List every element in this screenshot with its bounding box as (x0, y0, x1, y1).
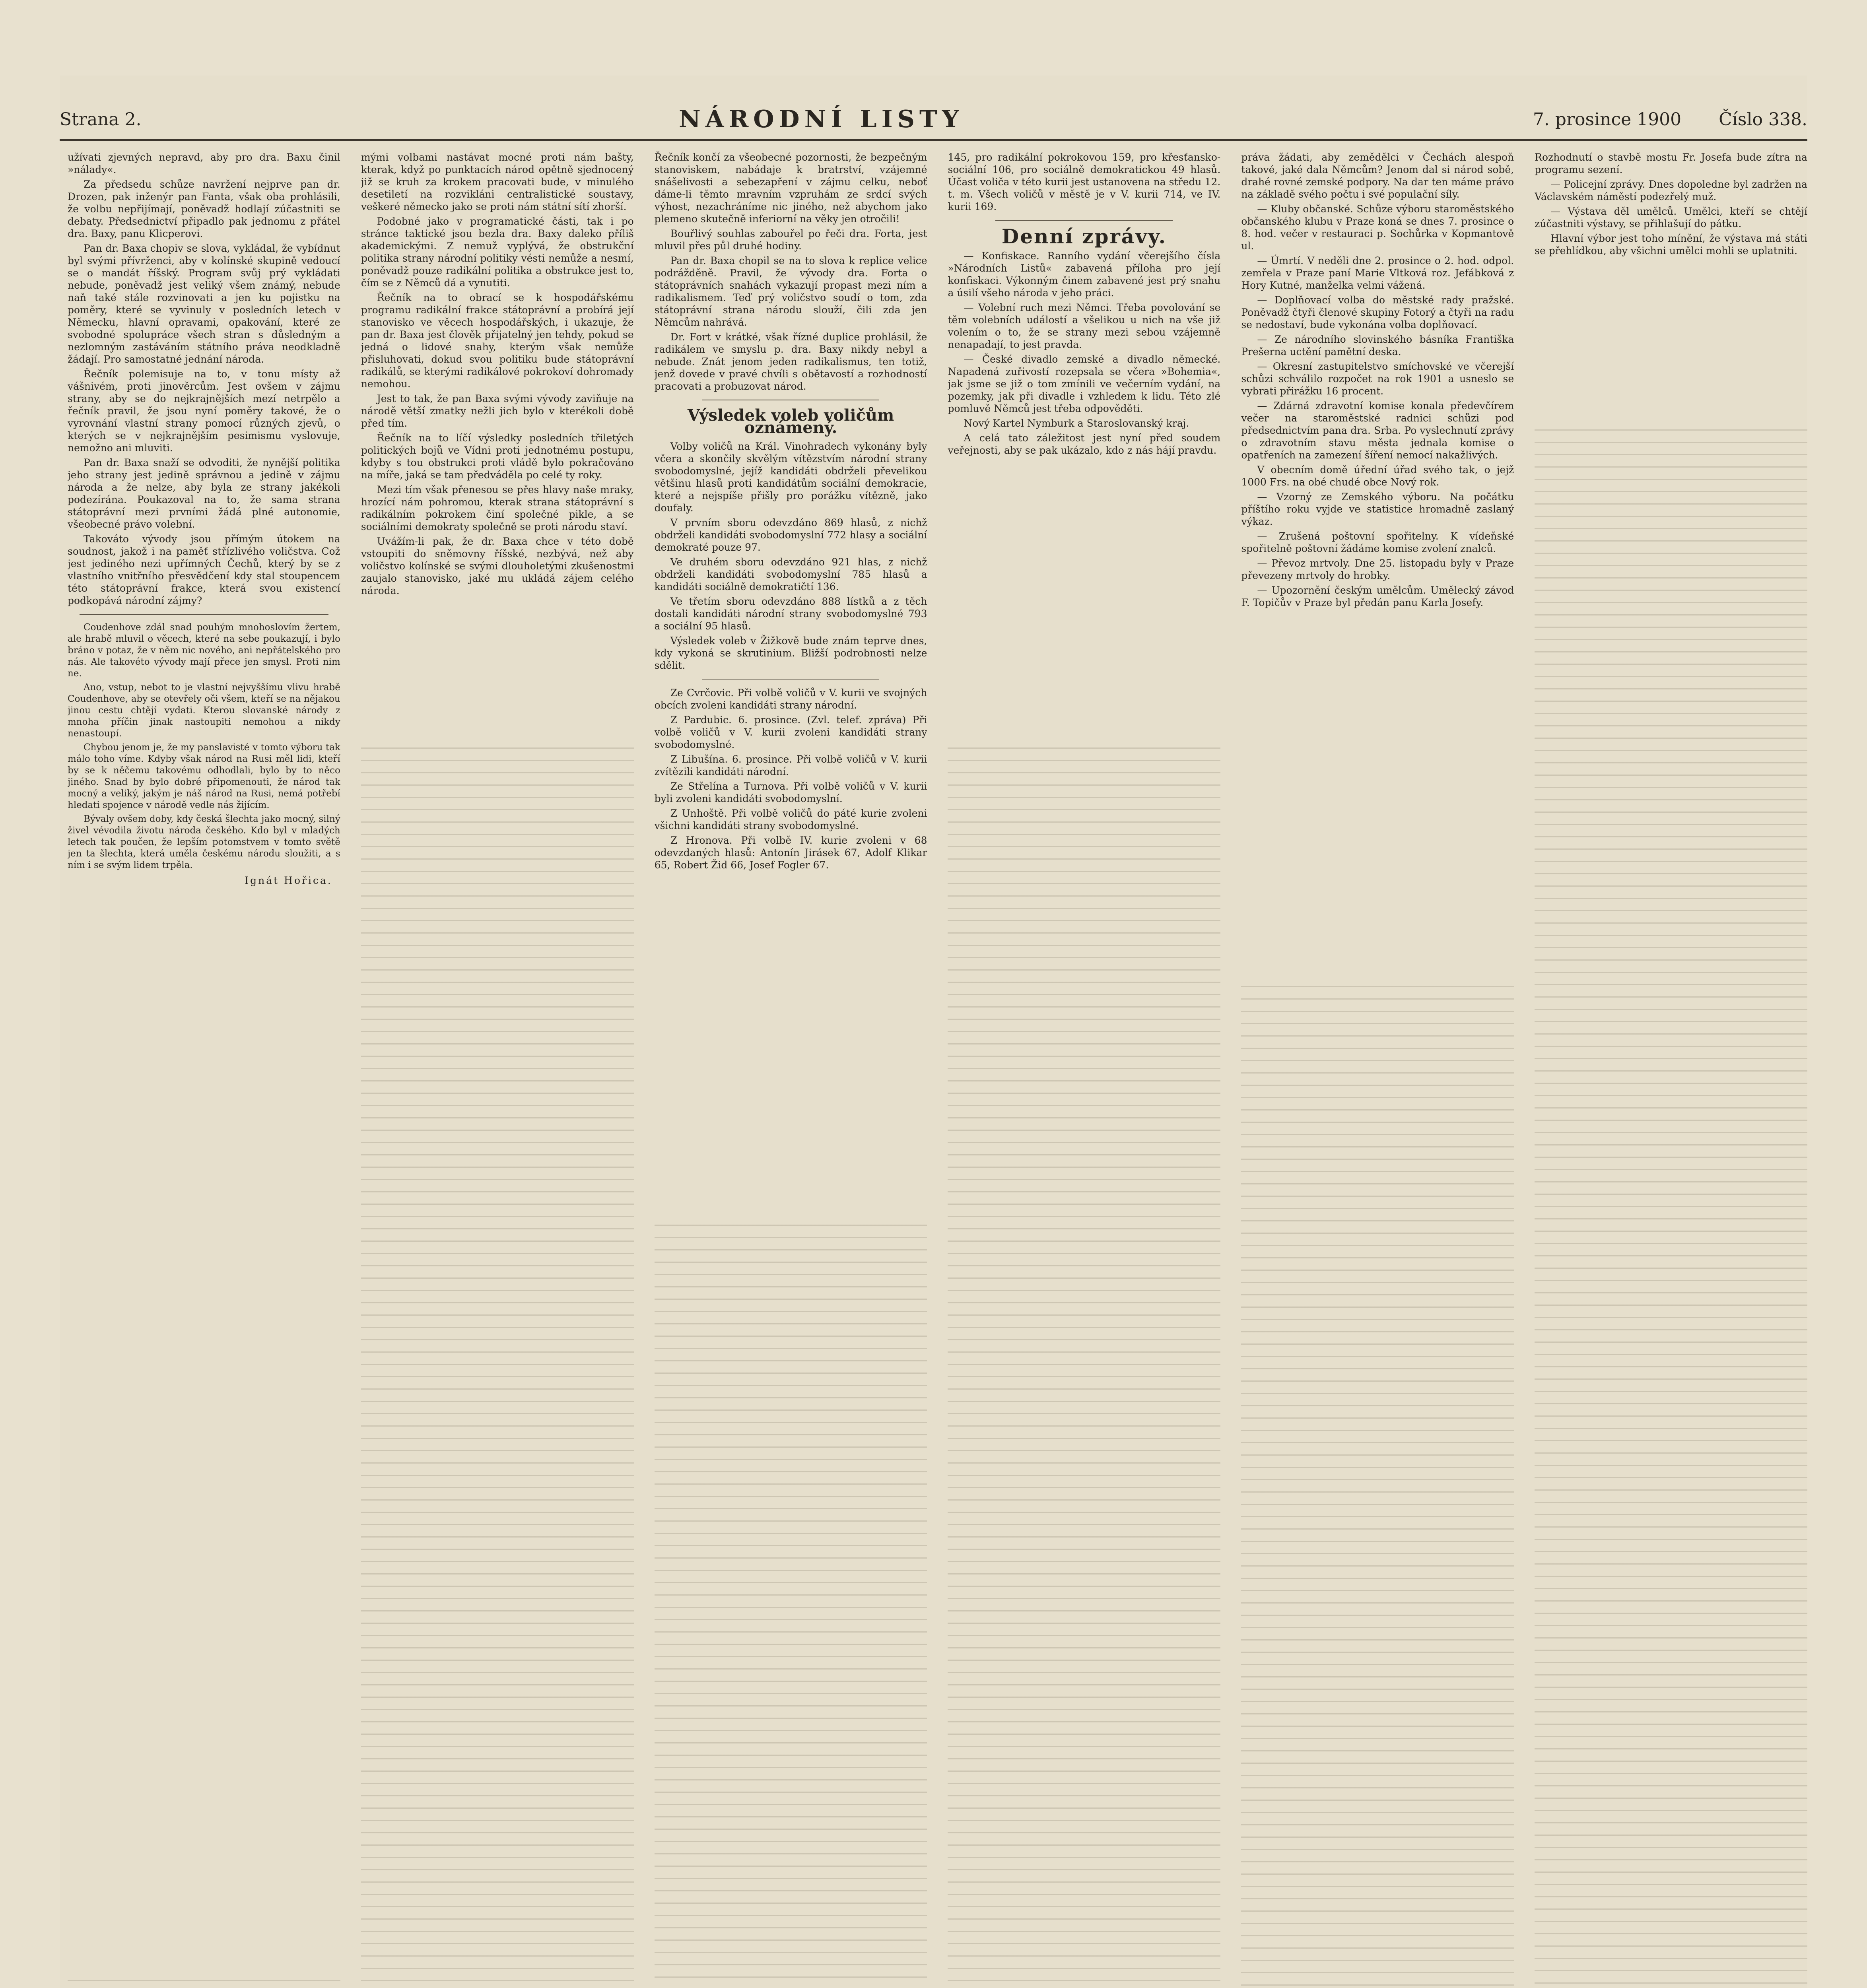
paragraph: Mezi tím však přenesou se přes hlavy naše mraky, hrozící nám pohromou, kterak strana státoprávní s radikálním pokrokem činí společné pikle, a se sociálními demokraty společně se proti národu staví. (361, 484, 634, 532)
paragraph: — Ze národního slovinského básníka Františka Prešerna uctění pamětní deska. (1241, 334, 1514, 357)
paragraph: — Okresní zastupitelstvo smíchovské ve včerejší schůzi schválilo rozpočet na rok 1901 a usneslo se vybrati přirážku 16 procent. (1241, 361, 1514, 397)
paragraph: Pan dr. Baxa chopil se na to slova k replice velice podrážděně. Pravil, že vývody dra. Forta o státoprávních snahách vykazují propast mezi ním a radikalismem. Teď prý voličstvo soudí o tom, zda státoprávní strana národu slouží, čili zda jen Němcům nahrává. (654, 255, 927, 328)
section-heading: Denní zprávy. (1001, 225, 1167, 248)
paragraph: — Vzorný ze Zemského výboru. Na počátku příštího roku vyjde ve statistice hromadně zaslaný výkaz. (1241, 491, 1514, 527)
paragraph: V obecním domě úřední úřad svého tak, o jejž 1000 Frs. na obé chudé obce Nový rok. (1241, 464, 1514, 488)
paragraph: Rozhodnutí o stavbě mostu Fr. Josefa bude zítra na programu sezení. (1535, 151, 1807, 175)
column-1 (68, 151, 340, 1988)
paragraph: Chybou jenom je, že my panslavisté v tomto výboru tak málo toho víme. Kdyby však národ na Rusi měl lidi, kteří by se k něčemu takovému odhodlali, bylo by to něco jiného. Snad by bylo dobré připomenouti, že národ tak mocný a veliký, jakým je náš národ na Rusi, nemá potřebí hledati spojence v národě vedle nás žijícím. (68, 742, 340, 810)
text-lines (1241, 986, 1514, 1988)
paragraph: Bývaly ovšem doby, kdy česká šlechta jako mocný, silný živel vévodila životu národa českého. Kdo byl v mladých letech tak poučen, že lepším potomstvem v tomto světě jen ta šlechta, která uměla českému národu sloužiti, a s ním i se svým lidem trpěla. (68, 814, 340, 870)
text-lines (948, 747, 1220, 1988)
paragraph: — České divadlo zemské a divadlo německé. Napadená zuřivostí rozepsala se včera »Bohemia«, jak jsme se již o tom zmínili ve večerním vydání, na pozemky, jak při divadle i vzhledem k lidu. Této zlé pomluvě Němců jest třeba odpověděti. (948, 353, 1221, 414)
paragraph: Pan dr. Baxa snaží se odvoditi, že nynější politika jeho strany jest jedině správnou a jedině v zájmu národa a že nelze, aby byla ze strany jakékoli podezírána. Poukazoval na to, že sama strana státoprávní mezi prvními žádá plné autonomie, všeobecné právo volební. (68, 457, 340, 530)
text-lines (68, 1980, 340, 1988)
paragraph: Dr. Fort v krátké, však řízné duplice prohlásil, že radikálem ve smyslu p. dra. Baxy nikdy nebyl a nebude. Znát jenom jeden radikalismus, ten totiž, jenž dovede v pravé chvíli s obětavostí a rozhodností pracovati a probuzovat národ. (654, 331, 927, 392)
paragraph: Uvážím-li pak, že dr. Baxa chce v této době vstoupiti do sněmovny říšské, nezbývá, než aby voličstvo kolínské se svými dlouholetými zkušenostmi zaujalo stanovisko, jaké mu ukládá zájem celého národa. (361, 536, 634, 596)
page-number: Strana 2. (60, 109, 142, 130)
paragraph: Z Libušína. 6. prosince. Při volbě voličů v V. kurii zvítězili kandidáti národní. (654, 753, 927, 777)
paragraph: Ve druhém sboru odevzdáno 921 hlas, z nichž obdrželi kandidáti svobodomyslní 785 hlasů a kandidáti sociálně demokratičtí 136. (654, 556, 927, 592)
paragraph: — Konfiskace. Ranního vydání včerejšího čísla »Národních Listů« zabavená příloha pro její konfiskaci. Výkonným činem zabavené jest prý snahu a úsilí všeho národa v jeho práci. (948, 250, 1221, 299)
paragraph: — Doplňovací volba do městské rady pražské. Poněvadž čtyři členové skupiny Fotorý a čtyři na radu se nedostaví, bude vykonána volba doplňovací. (1241, 294, 1514, 330)
column-2 (361, 151, 634, 1988)
paragraph: Coudenhove zdál snad pouhým mnohoslovím žertem, ale hrabě mluvil o věcech, které na sebe poukazují, i bylo bráno v potaz, že v něm nic nového, ani nepřátelského pro nás. Ale takovéto vývody mají přece jen smysl. Proti nim ne. (68, 622, 340, 679)
paragraph: Podobné jako v programatické části, tak i po stránce taktické jsou bezla dra. Baxy daleko příliš akademickými. Z nemuž vyplývá, že obstrukční politika strany národní politiky vésti nemůže a nesmí, poněvadž pouze radikální politika a obstrukce jest to, čím se z Němců dá a vynutiti. (361, 215, 634, 289)
column-3 (655, 151, 927, 1988)
paragraph: 145, pro radikální pokrokovou 159, pro křesťansko-sociální 106, pro sociálně demokratickou 49 hlasů. Účast voliča v této kurii jest ustanovena na středu 12. t. m. Všech voličů v městě je v V. kurii 714, ve IV. kurii 169. (948, 151, 1221, 212)
paragraph: — Volební ruch mezi Němci. Třeba povolování se těm volebních událostí a všelikou u nich na vše již volením o to, že se strany mezi sebou vzájemně nenapadají, to jest pravda. (948, 302, 1221, 350)
paragraph: Nový Kartel Nymburk a Staroslovanský kraj. (964, 417, 1189, 429)
paragraph: Z Pardubic. 6. prosince. (Zvl. telef. zpráva) Při volbě voličů v V. kurii zvoleni kandidáti strany svobodomyslné. (654, 714, 927, 750)
masthead (60, 99, 1807, 141)
paragraph: Ano, vstup, nebot to je vlastní nejvyššímu vlivu hrabě Coudenhove, aby se otevřely oči všem, kteří se na nějakou jinou cestu chtějí vydati. Kterou slovanské národy z mnoha příčin jinak nastoupiti nemohou a nikdy nenastoupí. (68, 682, 340, 739)
column-6 (1535, 151, 1807, 1988)
issue-date: 7. prosince 1900 (1533, 109, 1682, 130)
paragraph: Řečník na to líčí výsledky posledních třiletých politických bojů ve Vídni proti jednotnému postupu, kdyby s tou obstrukci proti vládě bylo pokračováno na míře, jaká se tam předváděla po celé ty roky. (361, 432, 634, 481)
text-lines (361, 747, 634, 1988)
paragraph: V prvním sboru odevzdáno 869 hlasů, z nichž obdrželi kandidáti svobodomyslní 772 hlasy a sociální demokraté pouze 97. (654, 517, 927, 553)
paragraph: Řečník polemisuje na to, v tonu místy až vášnivém, proti jinověrcům. Jest ovšem v zájmu strany, aby se do nejkrajnějších mezí netrpělo a řečník pravil, že jsou nyní poměry takové, že o vyrovnání vlastní strany pomocí různých zjevů, o kterých se v nejkrajnějším pesimismu vyslovuje, nemožno ani mluviti. (68, 368, 340, 454)
paragraph: užívati zjevných nepravd, aby pro dra. Baxu činil »nálady«. (68, 151, 340, 175)
paragraph: Řečník na to obrací se k hospodářskému programu radikální frakce státoprávní a probírá její stanovisko ve věcech hospodářských, i ukazuje, že pan dr. Baxa jest člověk přijatelný jen tehdy, pokud se jedná o lidové snahy, kterým však nemůže přisluhovati, dokud svou politiku bude státoprávní radikálů, se kterými radikálové pokrokoví dohromady nemohou. (361, 292, 634, 390)
divider (80, 614, 328, 615)
paragraph: Za předsedu schůze navržení nejprve pan dr. Drozen, pak inženýr pan Fanta, však oba prohlásili, že volbu nepřijímají, poněvadž hodlají zúčastniti se debaty. Předsednictví připadlo pak jednomu z přátel dra. Baxy, panu Klicperovi. (68, 179, 340, 239)
paragraph: — Převoz mrtvoly. Dne 25. listopadu byly v Praze převezeny mrtvoly do hrobky. (1241, 557, 1514, 581)
paragraph: Jest to tak, že pan Baxa svými vývody zaviňuje na národě větší zmatky nežli jich bylo v kterékoli době před tím. (361, 393, 634, 429)
divider (995, 220, 1173, 221)
paragraph: Hlavní výbor jest toho mínění, že výstava má státi se přehlídkou, aby všichni umělci mohli se uplatniti. (1535, 233, 1807, 256)
paragraph: — Úmrtí. V neděli dne 2. prosince o 2. hod. odpol. zemřela v Praze paní Marie Vltková roz. Jefábková z Hory Kutné, manželka velmi vážená. (1241, 255, 1514, 291)
paragraph: Výsledek voleb v Žižkově bude znám teprve dnes, kdy vykoná se skrutinium. Bližší podrobnosti nelze sdělit. (654, 635, 927, 671)
paragraph: — Policejní zprávy. Dnes dopoledne byl zadržen na Václavském náměstí podezřelý muž. (1535, 179, 1807, 202)
paragraph: Z Hronova. Při volbě IV. kurie zvoleni v 68 odevzdaných hlasů: Antonín Jirásek 67, Adolf Klikar 65, Robert Žid 66, Josef Fogler 67. (654, 835, 927, 871)
article-heading: Výsledek voleb voličům oznámený. (687, 406, 894, 437)
paragraph: — Zdárná zdravotní komise konala předevčírem večer na staroměstské radnici schůzi pod předsednictvím pana dra. Srba. Po vyslechnutí zprávy o zdravotním stavu města jednala komise o opatřeních na zamezení šíření nemocí nakažlivých. (1241, 400, 1514, 461)
paragraph: — Kluby občanské. Schůze výboru staroměstského občanského klubu v Praze koná se dnes 7. prosince o 8. hod. večer v restauraci p. Sochůrka v Kopmantově ul. (1241, 203, 1514, 252)
text-columns (68, 151, 1807, 1988)
paragraph: Ve třetím sboru odevzdáno 888 lístků a z těch dostali kandidáti národní strany svobodomyslné 793 a sociální 95 hlasů. (654, 596, 927, 632)
paragraph: — Upozornění českým umělcům. Umělecký závod F. Topičův v Praze byl předán panu Karla Josefy. (1241, 584, 1514, 608)
column-4 (948, 151, 1220, 1988)
text-lines (655, 1225, 927, 1988)
text-lines (1535, 429, 1807, 1988)
paragraph: Ze Cvrčovic. Při volbě voličů v V. kurii ve svojných obcích zvoleni kandidáti strany národní. (654, 687, 927, 711)
paragraph: Z Unhoště. Při volbě voličů do páté kurie zvoleni všichni kandidáti strany svobodomyslné. (654, 808, 927, 831)
paragraph: Bouřlivý souhlas zabouřel po řeči dra. Forta, jest mluvil přes půl druhé hodiny. (654, 228, 927, 252)
paragraph: Řečník končí za všeobecné pozornosti, že bezpečným stanoviskem, nabádaje k bratrství, vzájemné snášelivosti a sebezapření v zájmu celku, neboť dáme-li těmto mravním vzpruhám ze srdcí svých výhost, nezachráníme nic jiného, než abychom jako plemeno skutečně inferiorní na věky jen otročili! (654, 151, 927, 225)
column-5 (1241, 151, 1514, 1988)
paragraph: Volby voličů na Král. Vinohradech vykonány byly včera a skončily skvělým vítězstvím národní strany svobodomyslné, jejíž kandidáti obdrželi převelikou většinu hlasů proti kandidátům sociální demokracie, které a nejspíše přišly pro porážku vítězně, jako doufaly. (654, 441, 927, 514)
paragraph: — Výstava děl umělců. Umělci, kteří se chtějí zúčastniti výstavy, se přihlašují do pátku. (1535, 206, 1807, 229)
masthead-right (1501, 109, 1807, 130)
author-signature: Ignát Hořica. (245, 875, 332, 886)
newspaper-title: NÁRODNÍ LISTY (679, 105, 964, 133)
paragraph: práva žádati, aby zemědělci v Čechách alespoň takové, jaké dala Němcům? Jenom dal si národ sobě, drahé rovné zemské podpory. Na dar ten máme právo na základě svého počtu i své populační síly. (1241, 151, 1514, 200)
paragraph: — Zrušená poštovní spořitelny. K vídeňské spořitelně poštovní žádáme komise zvolení znalců. (1241, 530, 1514, 554)
paragraph: mými volbami nastávat mocné proti nám bašty, kterak, když po punktacích národ opětně sjednocený již se kruh za krokem pracovati bude, v minulého desetiletí na rozvikláni centralistické soustavy, veškeré německo jako se proti nám státní sítí zhorší. (361, 151, 634, 212)
paragraph: Ze Střelína a Turnova. Při volbě voličů v V. kurii byli zvoleni kandidáti svobodomyslní. (654, 780, 927, 804)
issue-number: Číslo 338. (1719, 109, 1807, 130)
paragraph: Pan dr. Baxa chopiv se slova, vykládal, že vybídnut byl svými přívrženci, aby v kolínské skupině vedoucí se o mandát říšský. Program svůj prý vykládati nebude, poněvadž jest veliký všem známý, nebude naň také stále rozvinovati a jen ku pojistku na poměry, které se vyvinuly v posledních letech v Německu, hlavní opravami, opakování, které ze svobodné spolupráce všech stran s důsledným a nezlomným zastáváním státního práva neodkladně žádají. Pro samostatné jednání národa. (68, 243, 340, 365)
paragraph: Takováto vývody jsou přímým útokem na soudnost, jakož i na paměť střízlivého voličstva. Což jest jediného nezi upřímných Čechů, který by se z vlastního vnitřního přesvědčení kdy stal stoupencem této státoprávní frakce, která svou existencí podkopává národní zájmy? (68, 533, 340, 606)
paragraph: A celá tato záležitost jest nyní před soudem veřejnosti, aby se pak ukázalo, kdo z nás hájí pravdu. (948, 432, 1221, 456)
